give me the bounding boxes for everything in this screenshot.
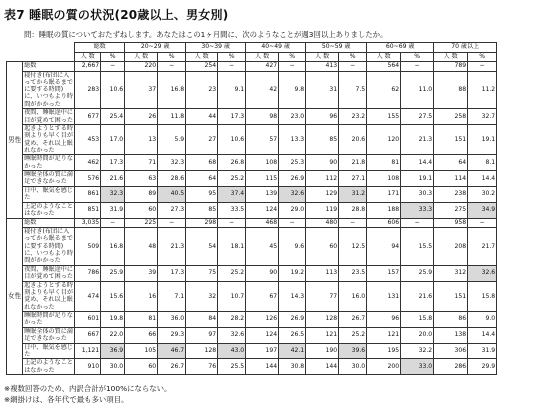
count-cell: 576	[75, 170, 101, 186]
count-cell: 105	[125, 343, 158, 359]
count-cell: 26	[125, 108, 158, 124]
count-cell: 144	[306, 359, 339, 375]
percent-cell: 21.6	[101, 170, 125, 186]
count-cell: 31	[306, 71, 339, 108]
count-cell: 121	[306, 327, 339, 343]
count-cell: 786	[75, 265, 101, 281]
percent-cell: 37.4	[218, 186, 246, 202]
percent-cell: 23.0	[279, 108, 306, 124]
percent-cell: 19.8	[101, 311, 125, 327]
total-count-cell: 254	[186, 62, 218, 72]
count-cell: 71	[125, 155, 158, 171]
percent-cell: 30.3	[401, 186, 434, 202]
percent-cell: 12.5	[339, 228, 367, 265]
count-cell: 197	[246, 343, 279, 359]
percent-cell: 13.3	[279, 125, 306, 155]
count-cell: 171	[367, 186, 401, 202]
percent-cell: 8.1	[468, 155, 497, 171]
percent-cell: 26.5	[279, 327, 306, 343]
percent-cell: 10.7	[218, 281, 246, 311]
age-header: 30~39 歳	[186, 43, 246, 53]
count-cell: 62	[367, 71, 401, 108]
percent-cell: 28.2	[218, 311, 246, 327]
percent-cell: 20.0	[401, 327, 434, 343]
total-count-cell: 220	[125, 62, 158, 72]
percent-cell: 27.1	[339, 170, 367, 186]
count-cell: 75	[186, 265, 218, 281]
count-cell: 27	[186, 125, 218, 155]
percent-cell: 30.8	[279, 359, 306, 375]
percent-cell: 33.3	[401, 202, 434, 218]
total-row	[7, 62, 497, 72]
count-cell: 86	[434, 311, 468, 327]
count-header: 人 数	[367, 52, 401, 62]
count-cell: 113	[306, 265, 339, 281]
table-row	[7, 343, 497, 359]
question-label: 上記のようなことはなかった	[24, 202, 73, 218]
question-label: 寝付き(布団に入ってから眠るまでに要する時間)に、いつもより時間がかかった	[24, 228, 73, 265]
percent-cell: 32.3	[158, 155, 186, 171]
count-cell: 1,121	[75, 343, 101, 359]
count-cell: 128	[306, 311, 339, 327]
percent-cell: 11.2	[468, 71, 497, 108]
percent-cell: 30.2	[468, 186, 497, 202]
count-cell: 108	[367, 170, 401, 186]
percent-cell: 14.4	[401, 155, 434, 171]
age-header: 70 歳以上	[434, 43, 497, 53]
count-header: 人 数	[186, 52, 218, 62]
percent-cell: 23.2	[339, 108, 367, 124]
count-cell: 851	[75, 202, 101, 218]
count-cell: 115	[246, 170, 279, 186]
percent-cell: 33.5	[218, 202, 246, 218]
total-percent-cell: −	[468, 62, 497, 72]
table-row	[7, 359, 497, 375]
percent-cell: 10.6	[218, 125, 246, 155]
total-percent-cell: −	[158, 218, 186, 228]
percent-cell: 9.6	[279, 228, 306, 265]
count-cell: 124	[246, 202, 279, 218]
count-header: 人 数	[434, 52, 468, 62]
total-count-cell: 225	[125, 218, 158, 228]
count-cell: 81	[367, 155, 401, 171]
total-percent-cell: −	[218, 218, 246, 228]
percent-cell: 18.1	[218, 228, 246, 265]
percent-cell: 30.0	[101, 359, 125, 375]
count-cell: 258	[434, 108, 468, 124]
count-cell: 474	[75, 281, 101, 311]
percent-cell: 21.7	[468, 228, 497, 265]
count-cell: 94	[367, 228, 401, 265]
count-cell: 462	[75, 155, 101, 171]
table-row	[7, 311, 497, 327]
percent-cell: 14.4	[468, 170, 497, 186]
count-cell: 90	[246, 265, 279, 281]
count-cell: 188	[367, 202, 401, 218]
count-cell: 306	[434, 343, 468, 359]
total-count-cell: 789	[434, 62, 468, 72]
percent-cell: 19.2	[279, 265, 306, 281]
percent-cell: 21.3	[158, 228, 186, 265]
count-cell: 48	[125, 228, 158, 265]
header-corner	[7, 43, 75, 53]
percent-cell: 17.3	[101, 155, 125, 171]
percent-cell: 32.6	[218, 327, 246, 343]
sleep-quality-table	[6, 42, 497, 375]
count-cell: 44	[186, 108, 218, 124]
percent-cell: 25.2	[218, 170, 246, 186]
percent-cell: 15.5	[401, 228, 434, 265]
percent-cell: 26.8	[218, 155, 246, 171]
count-cell: 42	[246, 71, 279, 108]
question-label: 夜間、睡眠途中に目が覚めて困った	[24, 109, 73, 124]
count-header: 人 数	[75, 52, 101, 62]
count-cell: 81	[125, 311, 158, 327]
count-cell: 88	[434, 71, 468, 108]
percent-header: %	[339, 52, 367, 62]
question-text: 問：睡眠の質についておたずねします。あなたはこの1ヶ月間に、次のようなことが週3回以上ありましたか。	[24, 30, 388, 39]
percent-cell: 5.9	[158, 125, 186, 155]
table-row	[7, 228, 497, 265]
total-percent-cell: −	[401, 218, 434, 228]
count-cell: 509	[75, 228, 101, 265]
percent-cell: 43.0	[218, 343, 246, 359]
question-label: 日中、眠気を感じた	[24, 343, 73, 358]
total-count-cell: 413	[306, 62, 339, 72]
percent-cell: 22.0	[101, 327, 125, 343]
percent-cell: 15.8	[401, 311, 434, 327]
total-percent-cell: −	[101, 218, 125, 228]
percent-cell: 26.7	[339, 311, 367, 327]
count-cell: 112	[306, 170, 339, 186]
table-row	[7, 281, 497, 311]
total-percent-cell: −	[339, 218, 367, 228]
count-header: 人 数	[125, 52, 158, 62]
percent-cell: 27.3	[158, 202, 186, 218]
question-label: 睡眠時間が足りなかった	[24, 311, 73, 327]
percent-cell: 26.9	[279, 170, 306, 186]
percent-cell: 32.6	[279, 186, 306, 202]
count-cell: 667	[75, 327, 101, 343]
total-percent-cell: −	[339, 62, 367, 72]
percent-cell: 23.5	[339, 265, 367, 281]
count-cell: 114	[434, 170, 468, 186]
count-header: 人 数	[306, 52, 339, 62]
question-label: 日中、眠気を感じた	[24, 186, 73, 202]
total-percent-cell: −	[468, 218, 497, 228]
count-cell: 89	[125, 186, 158, 202]
percent-header: %	[218, 52, 246, 62]
count-cell: 97	[186, 327, 218, 343]
total-percent-cell: −	[158, 62, 186, 72]
percent-cell: 36.0	[158, 311, 186, 327]
footnotes	[4, 383, 171, 405]
percent-cell: 26.9	[279, 311, 306, 327]
percent-cell: 25.2	[218, 265, 246, 281]
percent-cell: 31.9	[101, 202, 125, 218]
count-cell: 200	[367, 359, 401, 375]
table-row	[7, 202, 497, 218]
percent-cell: 29.0	[279, 202, 306, 218]
count-cell: 85	[306, 125, 339, 155]
percent-cell: 42.1	[279, 343, 306, 359]
total-count-cell: 298	[186, 218, 218, 228]
percent-cell: 9.1	[218, 71, 246, 108]
age-header: 40~49 歳	[246, 43, 306, 53]
header-corner	[7, 52, 75, 62]
count-cell: 195	[367, 343, 401, 359]
count-cell: 283	[75, 71, 101, 108]
total-count-cell: 3,035	[75, 218, 101, 228]
percent-cell: 17.3	[218, 108, 246, 124]
percent-cell: 27.5	[401, 108, 434, 124]
percent-cell: 33.0	[401, 359, 434, 375]
percent-cell: 25.3	[279, 155, 306, 171]
table-row	[7, 170, 497, 186]
count-cell: 238	[434, 186, 468, 202]
count-cell: 190	[306, 343, 339, 359]
question-label: 夜間、睡眠途中に目が覚めて困った	[24, 265, 73, 281]
percent-cell: 9.8	[279, 71, 306, 108]
count-cell: 95	[186, 186, 218, 202]
total-count-cell: 2,667	[75, 62, 101, 72]
total-count-cell: 958	[434, 218, 468, 228]
count-cell: 131	[367, 281, 401, 311]
percent-cell: 39.6	[339, 343, 367, 359]
total-percent-cell: −	[401, 62, 434, 72]
count-cell: 96	[367, 311, 401, 327]
question-label: 起きようとする時刻よりも早く目が覚め、それ以上眠れなかった	[24, 125, 73, 154]
percent-cell: 25.2	[339, 327, 367, 343]
count-cell: 63	[125, 170, 158, 186]
percent-cell: 11.0	[401, 71, 434, 108]
count-cell: 32	[186, 281, 218, 311]
percent-cell: 11.8	[158, 108, 186, 124]
table-row	[7, 327, 497, 343]
percent-cell: 16.8	[101, 228, 125, 265]
percent-cell: 14.4	[468, 327, 497, 343]
table-body	[7, 62, 497, 375]
count-cell: 155	[367, 108, 401, 124]
sub-header-row	[7, 52, 497, 62]
count-cell: 39	[125, 265, 158, 281]
total-count-cell: 468	[246, 218, 279, 228]
percent-cell: 25.4	[101, 108, 125, 124]
age-group-header-row	[7, 43, 497, 53]
percent-cell: 34.9	[468, 202, 497, 218]
question-label: 睡眠全体の質に満足できなかった	[24, 327, 73, 343]
count-cell: 68	[186, 155, 218, 171]
count-cell: 312	[434, 265, 468, 281]
count-cell: 861	[75, 186, 101, 202]
percent-cell: 9.0	[468, 311, 497, 327]
count-cell: 121	[367, 327, 401, 343]
count-cell: 138	[434, 327, 468, 343]
total-count-cell: 427	[246, 62, 279, 72]
count-cell: 16	[125, 281, 158, 311]
percent-cell: 26.7	[158, 359, 186, 375]
question-label: 上記のようなことはなかった	[24, 359, 73, 374]
count-cell: 108	[246, 155, 279, 171]
percent-cell: 30.0	[339, 359, 367, 375]
percent-cell: 31.9	[468, 343, 497, 359]
total-label: 総数	[23, 218, 75, 228]
percent-cell: 15.8	[468, 281, 497, 311]
count-cell: 126	[246, 311, 279, 327]
percent-cell: 21.3	[401, 125, 434, 155]
count-cell: 157	[367, 265, 401, 281]
percent-cell: 46.7	[158, 343, 186, 359]
percent-cell: 10.6	[101, 71, 125, 108]
percent-cell: 25.9	[101, 265, 125, 281]
count-cell: 90	[306, 155, 339, 171]
percent-header: %	[158, 52, 186, 62]
count-cell: 96	[306, 108, 339, 124]
table-row	[7, 125, 497, 155]
percent-cell: 14.3	[279, 281, 306, 311]
table-row	[7, 71, 497, 108]
count-cell: 910	[75, 359, 101, 375]
total-percent-cell: −	[279, 62, 306, 72]
count-cell: 98	[246, 108, 279, 124]
count-cell: 57	[246, 125, 279, 155]
percent-cell: 17.0	[101, 125, 125, 155]
count-cell: 601	[75, 311, 101, 327]
count-cell: 129	[306, 186, 339, 202]
question-label: 睡眠時間が足りなかった	[24, 155, 73, 170]
percent-cell: 31.2	[339, 186, 367, 202]
percent-cell: 15.6	[101, 281, 125, 311]
count-cell: 120	[367, 125, 401, 155]
percent-cell: 21.6	[401, 281, 434, 311]
total-label: 総数	[23, 62, 75, 72]
table-row	[7, 265, 497, 281]
percent-cell: 28.8	[339, 202, 367, 218]
footnote: ※複数回答のため、内訳合計が100%にならない。	[4, 384, 172, 393]
percent-header: %	[468, 52, 497, 62]
table-row	[7, 186, 497, 202]
footnote: ※網掛けは、各年代で最も多い項目。	[4, 395, 129, 404]
count-cell: 151	[434, 125, 468, 155]
count-cell: 139	[246, 186, 279, 202]
count-cell: 60	[125, 359, 158, 375]
age-header: 総数	[75, 43, 125, 53]
percent-cell: 25.5	[218, 359, 246, 375]
count-cell: 77	[306, 281, 339, 311]
percent-header: %	[401, 52, 434, 62]
count-cell: 286	[434, 359, 468, 375]
percent-cell: 25.9	[401, 265, 434, 281]
percent-cell: 17.3	[158, 265, 186, 281]
count-cell: 64	[186, 170, 218, 186]
table-row	[7, 108, 497, 124]
total-percent-cell: −	[218, 62, 246, 72]
age-header: 20~29 歳	[125, 43, 186, 53]
count-cell: 64	[434, 155, 468, 171]
percent-header: %	[101, 52, 125, 62]
percent-cell: 40.5	[158, 186, 186, 202]
percent-cell: 32.2	[401, 343, 434, 359]
percent-cell: 16.0	[339, 281, 367, 311]
count-header: 人 数	[246, 52, 279, 62]
percent-cell: 28.6	[158, 170, 186, 186]
percent-cell: 7.5	[339, 71, 367, 108]
percent-cell: 29.3	[158, 327, 186, 343]
total-percent-cell: −	[279, 218, 306, 228]
gender-label: 男性	[7, 62, 23, 219]
total-percent-cell: −	[101, 62, 125, 72]
age-header: 60~69 歳	[367, 43, 434, 53]
count-cell: 60	[125, 202, 158, 218]
count-cell: 275	[434, 202, 468, 218]
percent-cell: 19.1	[401, 170, 434, 186]
percent-cell: 20.6	[339, 125, 367, 155]
percent-cell: 21.8	[339, 155, 367, 171]
question-label: 寝付き(布団に入ってから眠るまでに要する時間)に、いつもより時間がかかった	[24, 71, 73, 108]
question-label: 睡眠全体の質に満足できなかった	[24, 171, 73, 186]
age-header: 50~59 歳	[306, 43, 367, 53]
count-cell: 453	[75, 125, 101, 155]
count-cell: 67	[246, 281, 279, 311]
table-title: 表7 睡眠の質の状況(20歳以上、男女別)	[4, 8, 229, 22]
count-cell: 84	[186, 311, 218, 327]
count-cell: 124	[246, 327, 279, 343]
count-cell: 37	[125, 71, 158, 108]
count-cell: 60	[306, 228, 339, 265]
percent-header: %	[279, 52, 306, 62]
count-cell: 54	[186, 228, 218, 265]
count-cell: 23	[186, 71, 218, 108]
percent-cell: 32.7	[468, 108, 497, 124]
percent-cell: 29.9	[468, 359, 497, 375]
percent-cell: 32.3	[101, 186, 125, 202]
percent-cell: 7.1	[158, 281, 186, 311]
count-cell: 128	[186, 343, 218, 359]
count-cell: 45	[246, 228, 279, 265]
count-cell: 13	[125, 125, 158, 155]
count-cell: 677	[75, 108, 101, 124]
count-cell: 144	[246, 359, 279, 375]
percent-cell: 32.6	[468, 265, 497, 281]
count-cell: 85	[186, 202, 218, 218]
total-count-cell: 480	[306, 218, 339, 228]
count-cell: 151	[434, 281, 468, 311]
count-cell: 208	[434, 228, 468, 265]
total-row	[7, 218, 497, 228]
count-cell: 66	[125, 327, 158, 343]
count-cell: 76	[186, 359, 218, 375]
total-count-cell: 564	[367, 62, 401, 72]
total-count-cell: 606	[367, 218, 401, 228]
percent-cell: 36.9	[101, 343, 125, 359]
gender-label: 女性	[7, 218, 23, 375]
count-cell: 119	[306, 202, 339, 218]
percent-cell: 19.1	[468, 125, 497, 155]
percent-cell: 16.8	[158, 71, 186, 108]
table-row	[7, 155, 497, 171]
question-label: 起きようとする時刻よりも早く目が覚め、それ以上眠れなかった	[24, 281, 73, 311]
